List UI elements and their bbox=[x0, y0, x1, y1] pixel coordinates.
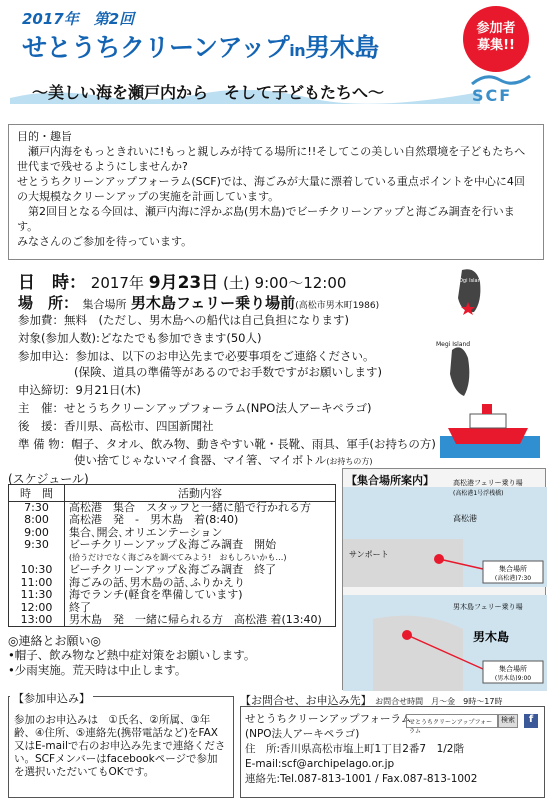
schedule-time: 7:30 bbox=[9, 502, 65, 515]
fee-info: 参加費：無料 (ただし、男木島への船代は自己負担になります) bbox=[18, 313, 349, 327]
schedule-label: (スケジュール) bbox=[8, 472, 89, 486]
apply-info: 参加申込：参加は、以下のお申込先まで必要事項をご連絡ください。 bbox=[18, 349, 375, 363]
badge-line-2: 募集!! bbox=[477, 38, 515, 53]
place-address: (高松市男木町1986) bbox=[295, 301, 380, 311]
ogi-ferry-label: 男木島フェリー乗り場 bbox=[453, 603, 523, 611]
search-box[interactable]: せとうちクリーンアップフォーラム bbox=[406, 714, 498, 728]
event-edition: 2017年 第2回 bbox=[22, 10, 135, 28]
items-info: 準 備 物：帽子、タオル、飲み物、動きやすい靴・長靴、雨具、軍手(お持ちの方) bbox=[18, 437, 436, 451]
schedule-row bbox=[9, 614, 336, 627]
apply-note: (保険、道具の準備等があるのでお手数ですがお願いします) bbox=[74, 365, 382, 379]
badge-line-1: 参加者 bbox=[476, 21, 516, 36]
schedule-time: 8:00 bbox=[9, 514, 65, 527]
inquiry-tel: 連絡先:Tel.087-813-1001 / Fax.087-813-1002 bbox=[245, 773, 478, 785]
apply-heading: 【参加申込み】 bbox=[10, 690, 93, 706]
facebook-icon[interactable]: f bbox=[524, 714, 538, 728]
inquiry-email[interactable]: E-mail:scf@archipelago.or.jp bbox=[245, 758, 395, 770]
support-info: 後 援：香川県、高松市、四国新聞社 bbox=[18, 419, 214, 433]
meeting-map-heading: 【集合場所案内】 bbox=[346, 474, 434, 487]
date-dow: (土) bbox=[223, 274, 250, 292]
ferry-icon bbox=[440, 388, 540, 458]
inquiry-title: 【お問合せ、お申込み先】 bbox=[240, 694, 372, 707]
schedule-time: 12:00 bbox=[9, 602, 65, 615]
schedule-time: 9:00 bbox=[9, 527, 65, 540]
purpose-text: 瀬戸内海をもっときれいに!もっと親しみが持てる場所に!!そしてこの美しい自然環境を子どもたちへ世代まで残せるようにしませんか? bbox=[17, 145, 526, 173]
items-note: (お持ちの方) bbox=[326, 457, 373, 466]
date-year: 2017年 bbox=[90, 274, 144, 292]
schedule-time: 11:00 bbox=[9, 577, 65, 590]
schedule-time bbox=[9, 552, 65, 565]
meeting-map-image bbox=[343, 469, 547, 691]
event-title bbox=[22, 28, 379, 64]
search-button[interactable]: 検索 bbox=[498, 714, 518, 728]
purpose-heading: 目的・趣旨 bbox=[17, 130, 72, 143]
schedule-activity: 高松港 集合 スタッフと一緒に船で行かれる方 bbox=[69, 501, 311, 514]
event-date bbox=[18, 268, 346, 293]
schedule-row bbox=[9, 539, 336, 552]
title-in: in bbox=[289, 41, 306, 60]
logo-text: SCF bbox=[472, 86, 513, 105]
purpose-text: 第2回目となる今回は、瀬戸内海に浮かぶ島(男木島)でビーチクリーンアップと海ごみ調査を行います。 bbox=[17, 205, 515, 233]
schedule-row bbox=[9, 564, 336, 577]
schedule-table bbox=[8, 484, 336, 627]
date-value: 9月23日 bbox=[148, 273, 219, 293]
purpose-text: みなさんのご参加を待っています。 bbox=[17, 235, 193, 248]
event-subtitle: 〜美しい海を瀬戸内から そして子どもたちへ〜 bbox=[32, 83, 385, 102]
schedule-activity: 海ごみの話､男木島の話､ふりかえり bbox=[69, 575, 245, 589]
date-label: 日 時： bbox=[18, 273, 86, 293]
place-value: 男木島フェリー乗り場前 bbox=[130, 294, 296, 312]
gather2-label: 集合場所 bbox=[499, 665, 527, 673]
gather2-time: (男木島)9:00 bbox=[494, 675, 532, 682]
schedule-time: 10:30 bbox=[9, 564, 65, 577]
purpose-box bbox=[8, 124, 544, 260]
inquiry-org: せとうちクリーンアップフォーラム bbox=[245, 713, 412, 725]
schedule-activity: 集合､開会､オリエンテーション bbox=[69, 525, 223, 539]
schedule-activity: 終了 bbox=[69, 600, 91, 614]
contact-note: •帽子、飲み物など熱中症対策をお願いします。 bbox=[8, 648, 256, 662]
target-info: 対象(参加人数):どなたでも参加できます(50人) bbox=[18, 331, 262, 345]
meeting-map bbox=[342, 468, 546, 690]
contact-note: •少雨実施。荒天時は中止します。 bbox=[8, 663, 187, 677]
contact-heading: ◎連絡とお願い◎ bbox=[8, 634, 101, 648]
schedule-activity: (拾うだけでなく海ごみを調べてみよう! おもしろいかも…) bbox=[69, 552, 287, 562]
takamatsu-port-sub: (高松港1号浮桟橋) bbox=[453, 490, 504, 497]
apply-text: 参加のお申込みは ①氏名、②所属、③年齢、④住所、⑤連絡先(携帯電話など)をFAX又はE-mailで右のお申込み先まで連絡ください。SCFメンバーはfacebookページで参加を選択いただいてもOKです。 bbox=[14, 714, 226, 778]
event-place bbox=[18, 292, 379, 313]
inquiry-org-sub: (NPO法人アーキペラゴ) bbox=[245, 728, 360, 740]
schedule-col-content: 活動内容 bbox=[65, 485, 336, 502]
takamatsu-port-label: 高松港フェリー乗り場 bbox=[453, 479, 523, 487]
deadline-info: 申込締切：9月21日(木) bbox=[18, 383, 141, 397]
date-time: 9:00〜12:00 bbox=[254, 274, 347, 292]
schedule-row bbox=[9, 589, 336, 602]
ogijima-label: 男木島 bbox=[473, 630, 510, 644]
megi-label: Megi Island bbox=[436, 341, 471, 348]
purpose-text: せとうちクリーンアップフォーラム(SCF)では、海ごみが大量に漂着している重点ポイントを中心に4回の大規模なクリーンアップの実施を計画しています。 bbox=[17, 175, 525, 203]
schedule-activity: ビーチクリーンアップ＆海ごみ調査 終了 bbox=[69, 563, 277, 577]
items-text: 使い捨てじゃないマイ食器、マイ箸、マイボトル bbox=[74, 453, 327, 467]
inquiry-hours: お問合せ時間 月〜金 9時〜17時 bbox=[375, 697, 503, 706]
schedule-activity: 高松港 発 - 男木島 着(8:40) bbox=[69, 513, 239, 527]
recruit-badge bbox=[463, 6, 529, 72]
gather1-label: 集合場所 bbox=[499, 565, 527, 573]
schedule-time: 13:00 bbox=[9, 614, 65, 627]
schedule-row bbox=[9, 514, 336, 527]
schedule-activity: ビーチクリーンアップ＆海ごみ調査 開始 bbox=[69, 538, 277, 552]
inquiry-address: 住 所:香川県高松市塩上町1丁目2番7 1/2階 bbox=[245, 743, 464, 755]
host-info: 主 催：せとうちクリーンアップフォーラム(NPO法人アーキペラゴ) bbox=[18, 401, 372, 415]
schedule-time: 9:30 bbox=[9, 539, 65, 552]
gather1-time: (高松港)7:30 bbox=[494, 575, 532, 582]
place-label: 場 所： bbox=[18, 294, 79, 312]
items-info-2 bbox=[74, 452, 373, 468]
schedule-time: 11:30 bbox=[9, 589, 65, 602]
island-map bbox=[432, 262, 542, 402]
title-main: せとうちクリーンアップ bbox=[22, 33, 290, 62]
takamatsu-label: 高松港 bbox=[453, 514, 477, 523]
contact-notes bbox=[8, 648, 255, 678]
sunport-label: サンポート bbox=[349, 550, 389, 559]
ogi-label: Ogi Island bbox=[459, 278, 484, 284]
place-pre: 集合場所 bbox=[82, 298, 127, 311]
schedule-col-time: 時 間 bbox=[9, 485, 65, 502]
title-island: 男木島 bbox=[305, 33, 379, 62]
schedule-activity: 海でランチ(軽食を準備しています) bbox=[69, 588, 243, 602]
schedule-activity: 男木島 発 一緒に帰られる方 高松港 着(13:40) bbox=[69, 613, 322, 626]
